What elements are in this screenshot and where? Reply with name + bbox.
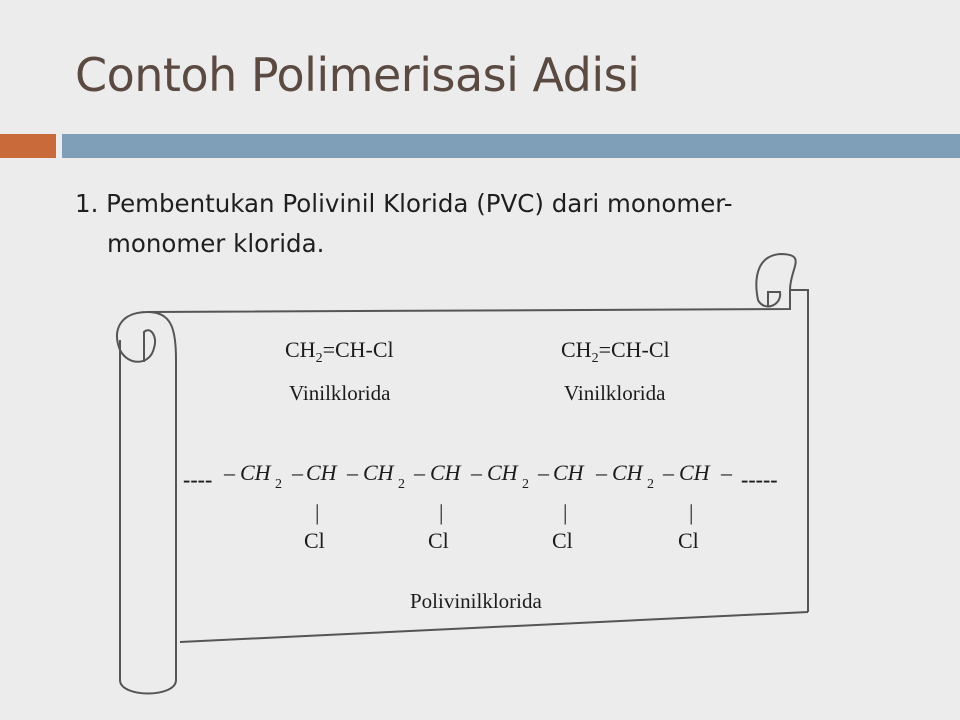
chain-chlorine: Cl — [552, 528, 573, 553]
chain-branch-bond: | — [563, 500, 568, 525]
polymer-name: Polivinilklorida — [410, 589, 542, 613]
chain-branch-bond: | — [439, 500, 444, 525]
bullet-line-2: monomer klorida. — [107, 229, 325, 258]
chain-ch2-subscript: 2 — [522, 477, 529, 492]
chain-ch2: CH — [487, 460, 518, 485]
chain-bond: – — [292, 460, 303, 485]
monomer-name-left: Vinilklorida — [289, 381, 391, 405]
chain-ch: CH — [430, 460, 461, 485]
chain-chlorine: Cl — [428, 528, 449, 553]
chain-ch: CH — [306, 460, 337, 485]
monomer-formula-left: $CH_2=CH-Cl$ — [285, 337, 394, 366]
chain-ch2-subscript: 2 — [398, 477, 405, 492]
chain-ch2-subscript: 2 — [275, 477, 282, 492]
chain-bond: – — [224, 460, 235, 485]
chain-dash-right: ----- — [741, 467, 778, 492]
polymer-chain — [223, 460, 733, 553]
monomer-name-right: Vinilklorida — [564, 381, 666, 405]
monomer-formula-right: $CH_2=CH-Cl$ — [561, 337, 670, 366]
chain-bond: – — [414, 460, 425, 485]
chain-bond: – — [347, 460, 358, 485]
chain-ch: CH — [553, 460, 584, 485]
chain-ch2: CH — [612, 460, 643, 485]
chain-chlorine: Cl — [678, 528, 699, 553]
chain-ch2-subscript: 2 — [647, 477, 654, 492]
chain-bond: – — [663, 460, 674, 485]
chain-dash-left: ---- — [183, 467, 213, 492]
chain-branch-bond: | — [315, 500, 320, 525]
chain-chlorine: Cl — [304, 528, 325, 553]
chain-ch2: CH — [240, 460, 271, 485]
chain-ch2: CH — [363, 460, 394, 485]
chain-bond: – — [721, 460, 732, 485]
chain-ch: CH — [679, 460, 710, 485]
chain-bond: – — [471, 460, 482, 485]
slide-title: Contoh Polimerisasi Adisi — [75, 48, 640, 102]
chain-branch-bond: | — [689, 500, 694, 525]
chain-bond: – — [538, 460, 549, 485]
bullet-line-1: 1. Pembentukan Polivinil Klorida (PVC) dari monomer- — [75, 189, 733, 218]
chain-bond: – — [596, 460, 607, 485]
